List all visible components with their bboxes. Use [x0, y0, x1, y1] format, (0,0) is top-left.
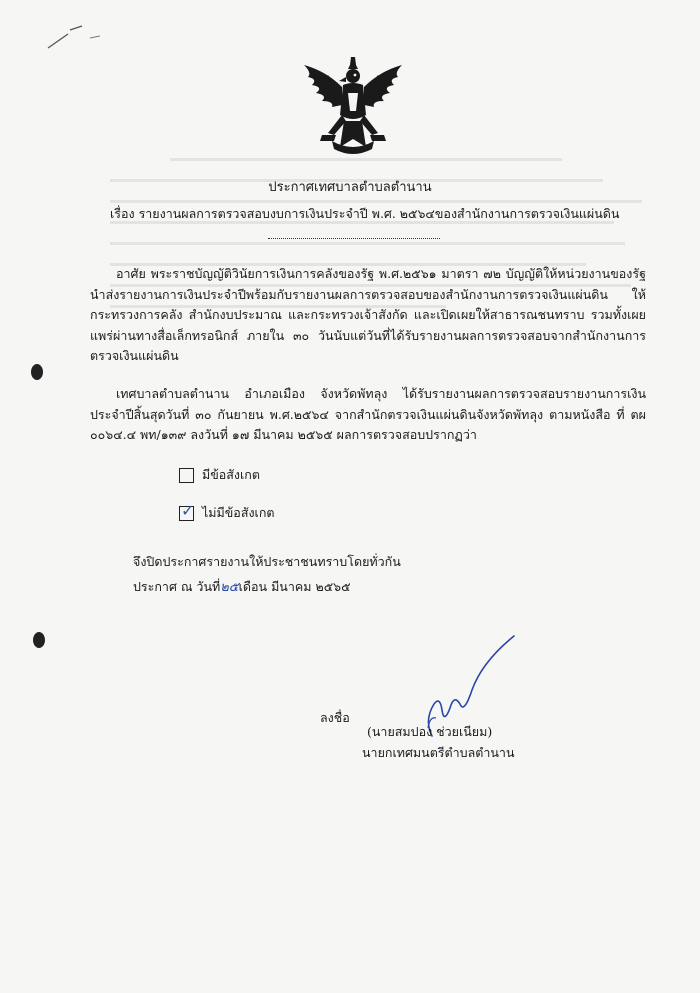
- punch-hole: [33, 632, 45, 648]
- signer-name: (นายสมปอง ช่วยเนียม): [367, 724, 493, 739]
- signature-label: ลงชื่อ: [320, 710, 350, 725]
- dotted-divider: [268, 238, 440, 239]
- option-no-observations: [179, 500, 275, 523]
- pen-stroke-mark: [40, 20, 110, 60]
- option-has-observations: [179, 465, 260, 485]
- announce-line: จึงปิดประกาศรายงานให้ประชาชนทราบโดยทั่วกัน: [133, 554, 401, 569]
- announcement-date: [133, 578, 351, 596]
- date-day-handwritten: ๒๕: [220, 580, 239, 595]
- checkbox-unchecked: [179, 468, 194, 483]
- garuda-emblem: [298, 55, 408, 160]
- paragraph-audit-receipt: เทศบาลตำบลตำนาน อำเภอเมือง จังหวัดพัทลุง ได้รับรายงานผลการตรวจสอบรายงานการเงินประจำปีสิ้นสุดวันที่ ๓๐ กันยายน พ.ศ.๒๕๖๔ จากสำนักตรวจเงินแผ่นดินจังหวัดพัทลุง ตามหนังสือ ที่ ตผ ๐๐๖๔.๔ พท/๑๓๙ ลงวันที่ ๑๗ มีนาคม ๒๕๖๕ ผลการตรวจสอบปรากฏว่า: [90, 386, 646, 442]
- announcement-subject: เรื่อง รายงานผลการตรวจสอบงบการเงินประจำปี พ.ศ. ๒๕๖๔ของสำนักงานการตรวจเงินแผ่นดิน: [110, 206, 620, 221]
- announcement-title: ประกาศเทศบาลตำบลตำนาน: [268, 180, 432, 195]
- punch-hole: [31, 364, 43, 380]
- checkbox-checked: [179, 500, 195, 521]
- date-suffix: เดือน มีนาคม ๒๕๖๕: [238, 579, 351, 594]
- paragraph-legal-basis: อาศัย พระราชบัญญัติวินัยการเงินการคลังของรัฐ พ.ศ.๒๕๖๑ มาตรา ๗๒ บัญญัติให้หน่วยงานของรัฐนำส่งรายงานการเงินประจำปีพร้อมกับรายงานผลการตรวจสอบของสำนักงานการตรวจเงินแผ่นดิน ให้กระทรวงการคลัง สำนักงบประมาณ และกระทรวงเจ้าสังกัด และเปิดเผยให้สาธารณชนทราบ รวมทั้งเผยแพร่ผ่านทางสื่อเล็กทรอนิกส์ ภายใน ๓๐ วันนับแต่วันที่ได้รับรายงานผลการตรวจสอบจากสำนักงานการตรวจเงินแผ่นดิน: [90, 266, 646, 363]
- option-label: ไม่มีข้อสังเกต: [202, 505, 275, 520]
- option-label: มีข้อสังเกต: [202, 467, 260, 482]
- signer-position: นายกเทศมนตรีตำบลตำนาน: [362, 745, 515, 760]
- date-prefix: ประกาศ ณ วันที่: [133, 579, 221, 594]
- check-mark-icon: ✓: [181, 500, 195, 520]
